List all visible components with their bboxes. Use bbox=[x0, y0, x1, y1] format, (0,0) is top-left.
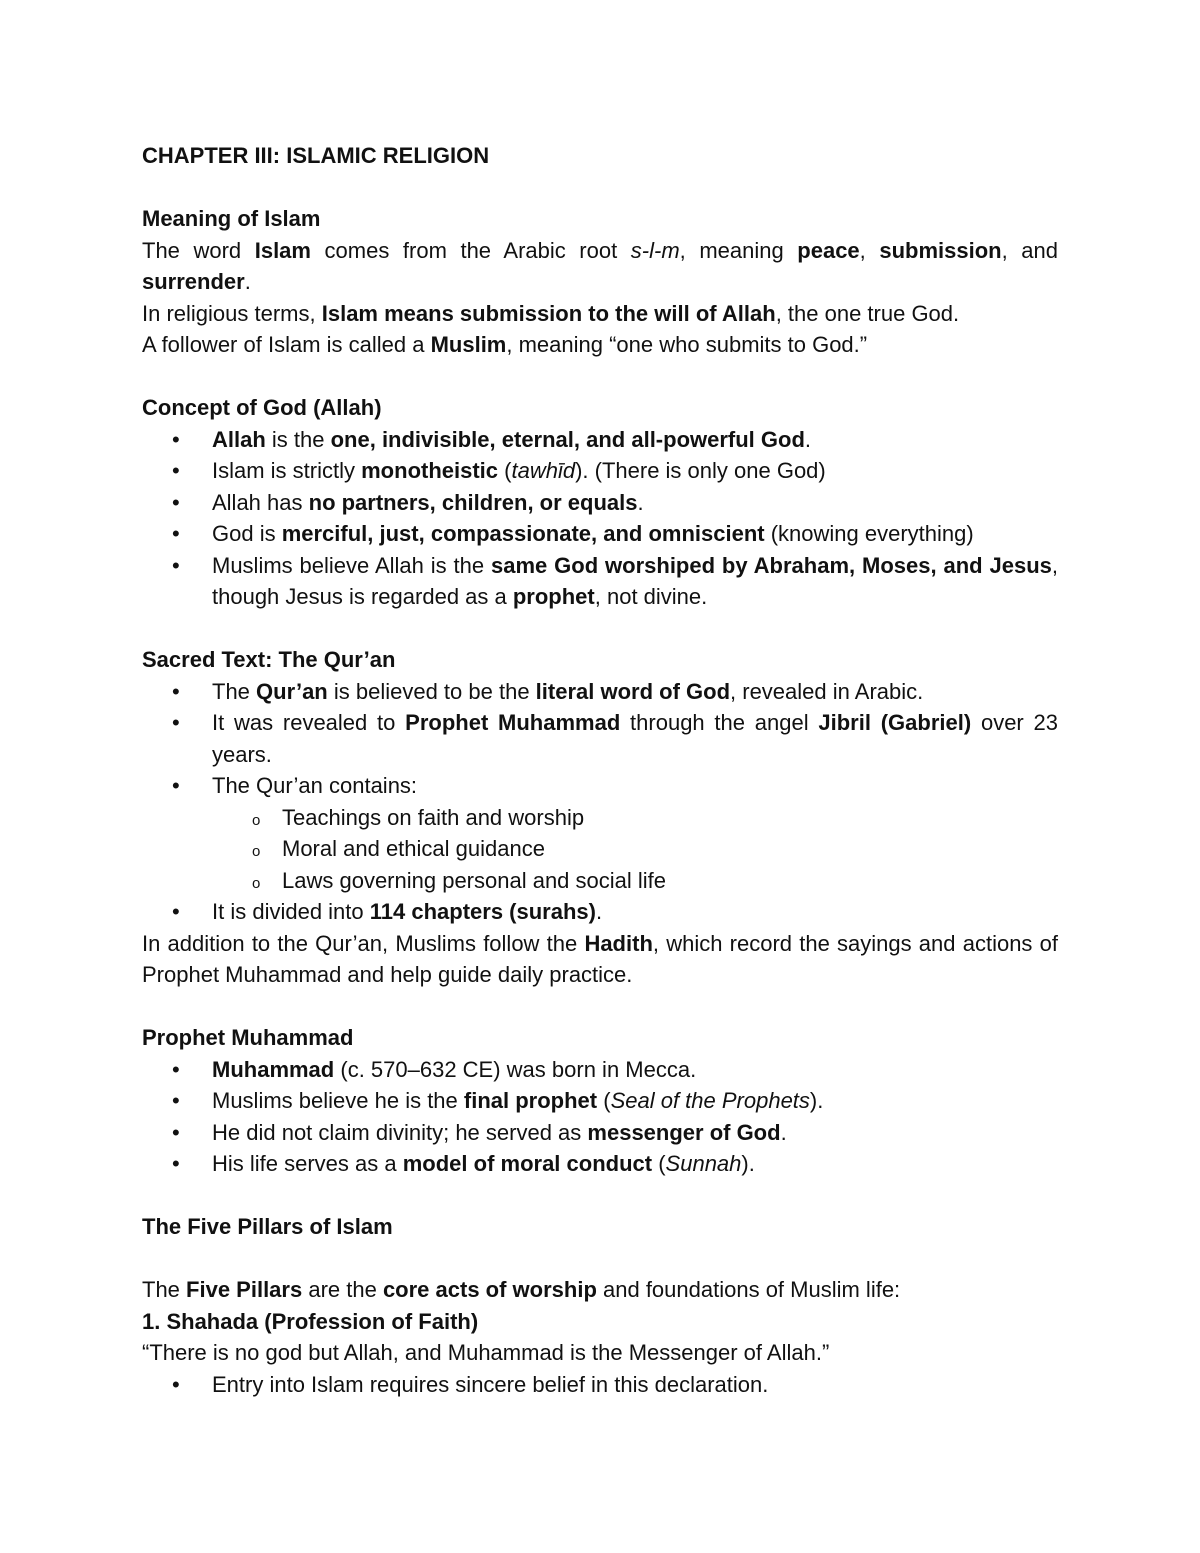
list-item: • The Qur’an contains: o Teachings on faith and worship o Moral and ethical guidance o Laws governing personal and social life bbox=[142, 770, 1058, 896]
quran-contents-sublist bbox=[212, 802, 1058, 897]
concept-list bbox=[142, 424, 1058, 613]
pillars-intro: The Five Pillars are the core acts of worship and foundations of Muslim life: bbox=[142, 1277, 901, 1302]
section-heading-concept: Concept of God (Allah) bbox=[142, 395, 382, 420]
section-heading-pillars: The Five Pillars of Islam bbox=[142, 1214, 393, 1239]
chapter-title: CHAPTER III: ISLAMIC RELIGION bbox=[142, 143, 490, 168]
list-item: • Islam is strictly monotheistic (tawhīd). (There is only one God) bbox=[142, 455, 1058, 487]
hadith-paragraph: In addition to the Qur’an, Muslims follow the Hadith, which record the sayings and actions of Prophet Muhammad and help guide daily practice. bbox=[142, 930, 1058, 987]
quran-list bbox=[142, 676, 1058, 928]
list-item: • He did not claim divinity; he served as messenger of God. bbox=[142, 1117, 1058, 1149]
list-item: • Muslims believe he is the final prophet (Seal of the Prophets). bbox=[142, 1085, 1058, 1117]
list-item: • Muhammad (c. 570–632 CE) was born in Mecca. bbox=[142, 1054, 1058, 1086]
shahada-heading: 1. Shahada (Profession of Faith) bbox=[142, 1308, 479, 1334]
list-item: • His life serves as a model of moral conduct (Sunnah). bbox=[142, 1148, 1058, 1180]
list-item: • The Qur’an is believed to be the literal word of God, revealed in Arabic. bbox=[142, 676, 1058, 708]
list-item: • God is merciful, just, compassionate, and omniscient (knowing everything) bbox=[142, 518, 1058, 550]
list-item: • It is divided into 114 chapters (surahs). bbox=[142, 896, 1058, 928]
meaning-paragraph-3: A follower of Islam is called a Muslim, meaning “one who submits to God.” bbox=[142, 332, 868, 357]
meaning-paragraph-2: In religious terms, Islam means submission to the will of Allah, the one true God. bbox=[142, 300, 960, 326]
list-item: • Muslims believe Allah is the same God worshiped by Abraham, Moses, and Jesus, though Jesus is regarded as a prophet, not divine. bbox=[142, 550, 1058, 613]
sub-list-item: o Laws governing personal and social life bbox=[212, 865, 1058, 897]
list-item: • Allah has no partners, children, or equals. bbox=[142, 487, 1058, 519]
list-item: • Entry into Islam requires sincere belief in this declaration. bbox=[142, 1369, 1058, 1401]
section-heading-quran: Sacred Text: The Qur’an bbox=[142, 647, 396, 672]
document-body bbox=[142, 140, 1058, 1400]
section-heading-prophet: Prophet Muhammad bbox=[142, 1025, 354, 1050]
prophet-list bbox=[142, 1054, 1058, 1180]
section-heading-meaning: Meaning of Islam bbox=[142, 206, 321, 231]
shahada-list bbox=[142, 1369, 1058, 1401]
shahada-quote: “There is no god but Allah, and Muhammad is the Messenger of Allah.” bbox=[142, 1340, 830, 1365]
list-item: • It was revealed to Prophet Muhammad through the angel Jibril (Gabriel) over 23 years. bbox=[142, 707, 1058, 770]
meaning-paragraph-1: The word Islam comes from the Arabic root s-l-m, meaning peace, submission, and surrender. bbox=[142, 237, 1058, 294]
list-item: • Allah is the one, indivisible, eternal, and all-powerful God. bbox=[142, 424, 1058, 456]
sub-list-item: o Teachings on faith and worship bbox=[212, 802, 1058, 834]
sub-list-item: o Moral and ethical guidance bbox=[212, 833, 1058, 865]
